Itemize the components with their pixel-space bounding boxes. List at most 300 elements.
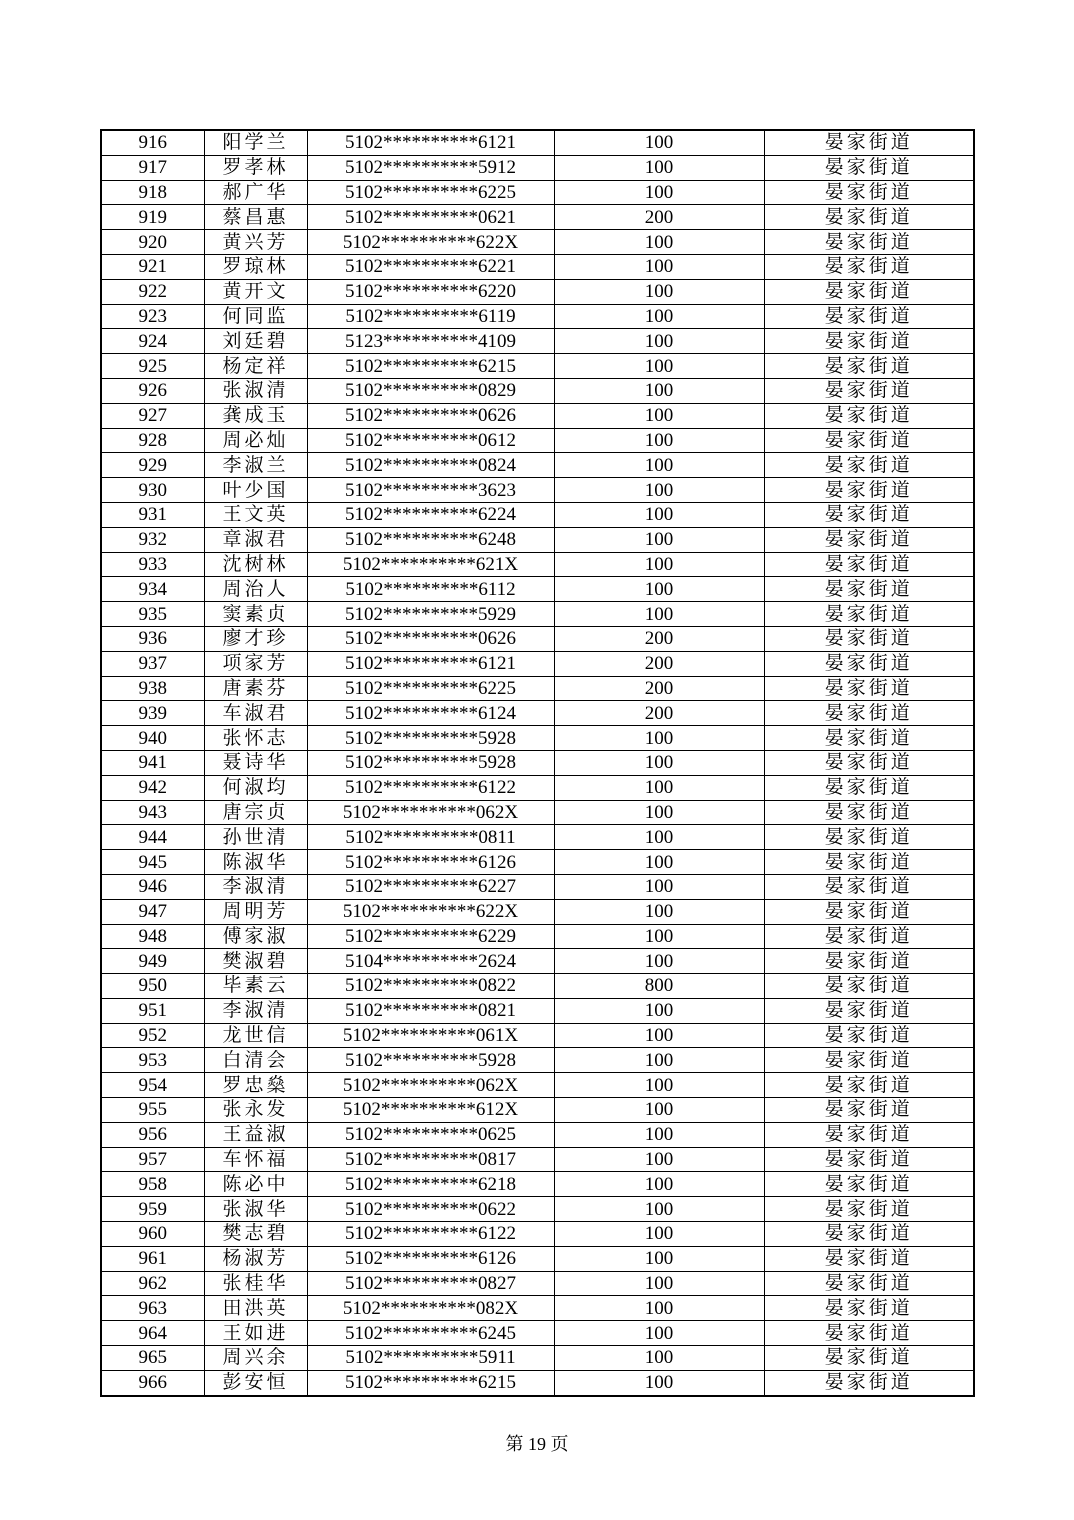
page-number: 第 19 页 [505, 1434, 569, 1454]
table-row [101, 1246, 974, 1271]
name-cell: 李淑清 [204, 998, 307, 1023]
name-cell: 唐宗贞 [204, 800, 307, 825]
table-row [101, 899, 974, 924]
name-cell: 张淑清 [204, 378, 307, 403]
table-row [101, 1023, 974, 1048]
row-number-cell: 938 [101, 676, 204, 701]
amount-cell: 100 [554, 899, 764, 924]
street-cell: 晏家街道 [764, 502, 974, 527]
amount-cell: 100 [554, 726, 764, 751]
id-number-cell: 5102**********5911 [307, 1346, 554, 1371]
id-number-cell: 5102**********0621 [307, 205, 554, 230]
street-cell: 晏家街道 [764, 626, 974, 651]
row-number-cell: 966 [101, 1370, 204, 1395]
amount-cell: 100 [554, 279, 764, 304]
id-number-cell: 5102**********6121 [307, 130, 554, 155]
id-number-cell: 5102**********6248 [307, 527, 554, 552]
street-cell: 晏家街道 [764, 1197, 974, 1222]
street-cell: 晏家街道 [764, 230, 974, 255]
street-cell: 晏家街道 [764, 651, 974, 676]
id-number-cell: 5102**********0612 [307, 428, 554, 453]
row-number-cell: 929 [101, 453, 204, 478]
amount-cell: 100 [554, 577, 764, 602]
street-cell: 晏家街道 [764, 949, 974, 974]
table-row [101, 478, 974, 503]
row-number-cell: 945 [101, 850, 204, 875]
id-number-cell: 5102**********621X [307, 552, 554, 577]
id-number-cell: 5102**********3623 [307, 478, 554, 503]
table-row [101, 378, 974, 403]
amount-cell: 100 [554, 155, 764, 180]
street-cell: 晏家街道 [764, 1122, 974, 1147]
name-cell: 王如进 [204, 1321, 307, 1346]
id-number-cell: 5123**********4109 [307, 329, 554, 354]
row-number-cell: 960 [101, 1222, 204, 1247]
name-cell: 何淑均 [204, 775, 307, 800]
name-cell: 杨定祥 [204, 354, 307, 379]
id-number-cell: 5102**********5928 [307, 750, 554, 775]
id-number-cell: 5102**********5912 [307, 155, 554, 180]
street-cell: 晏家街道 [764, 750, 974, 775]
amount-cell: 100 [554, 180, 764, 205]
table-row [101, 230, 974, 255]
name-cell: 李淑兰 [204, 453, 307, 478]
row-number-cell: 956 [101, 1122, 204, 1147]
street-cell: 晏家街道 [764, 354, 974, 379]
amount-cell: 200 [554, 626, 764, 651]
table-row [101, 329, 974, 354]
street-cell: 晏家街道 [764, 1098, 974, 1123]
name-cell: 黄兴芳 [204, 230, 307, 255]
street-cell: 晏家街道 [764, 453, 974, 478]
amount-cell: 100 [554, 800, 764, 825]
id-number-cell: 5102**********6221 [307, 254, 554, 279]
row-number-cell: 918 [101, 180, 204, 205]
table-body [101, 130, 974, 1396]
table-row [101, 527, 974, 552]
amount-cell: 100 [554, 329, 764, 354]
row-number-cell: 963 [101, 1296, 204, 1321]
table-row [101, 949, 974, 974]
row-number-cell: 930 [101, 478, 204, 503]
name-cell: 周必灿 [204, 428, 307, 453]
row-number-cell: 954 [101, 1073, 204, 1098]
id-number-cell: 5102**********0829 [307, 378, 554, 403]
table-row [101, 998, 974, 1023]
name-cell: 车淑君 [204, 701, 307, 726]
name-cell: 龙世信 [204, 1023, 307, 1048]
row-number-cell: 934 [101, 577, 204, 602]
id-number-cell: 5102**********0626 [307, 403, 554, 428]
name-cell: 黄开文 [204, 279, 307, 304]
id-number-cell: 5102**********0822 [307, 974, 554, 999]
street-cell: 晏家街道 [764, 998, 974, 1023]
amount-cell: 100 [554, 502, 764, 527]
row-number-cell: 916 [101, 130, 204, 155]
row-number-cell: 940 [101, 726, 204, 751]
name-cell: 田洪英 [204, 1296, 307, 1321]
amount-cell: 100 [554, 1321, 764, 1346]
id-number-cell: 5102**********0824 [307, 453, 554, 478]
table-row [101, 180, 974, 205]
street-cell: 晏家街道 [764, 1296, 974, 1321]
row-number-cell: 920 [101, 230, 204, 255]
data-table-container [100, 129, 973, 1397]
table-row [101, 155, 974, 180]
street-cell: 晏家街道 [764, 1147, 974, 1172]
street-cell: 晏家街道 [764, 676, 974, 701]
id-number-cell: 5102**********0821 [307, 998, 554, 1023]
row-number-cell: 953 [101, 1048, 204, 1073]
row-number-cell: 931 [101, 502, 204, 527]
table-row [101, 1271, 974, 1296]
id-number-cell: 5102**********6225 [307, 676, 554, 701]
name-cell: 项家芳 [204, 651, 307, 676]
row-number-cell: 917 [101, 155, 204, 180]
name-cell: 罗琼林 [204, 254, 307, 279]
street-cell: 晏家街道 [764, 1271, 974, 1296]
amount-cell: 200 [554, 205, 764, 230]
amount-cell: 100 [554, 354, 764, 379]
street-cell: 晏家街道 [764, 329, 974, 354]
name-cell: 白清会 [204, 1048, 307, 1073]
name-cell: 蔡昌惠 [204, 205, 307, 230]
amount-cell: 100 [554, 1048, 764, 1073]
id-number-cell: 5102**********622X [307, 899, 554, 924]
street-cell: 晏家街道 [764, 428, 974, 453]
table-row [101, 1147, 974, 1172]
table-row [101, 1222, 974, 1247]
amount-cell: 100 [554, 453, 764, 478]
row-number-cell: 961 [101, 1246, 204, 1271]
row-number-cell: 926 [101, 378, 204, 403]
amount-cell: 100 [554, 924, 764, 949]
id-number-cell: 5102**********062X [307, 1073, 554, 1098]
table-row [101, 750, 974, 775]
table-row [101, 874, 974, 899]
id-number-cell: 5102**********5928 [307, 726, 554, 751]
name-cell: 杨淑芳 [204, 1246, 307, 1271]
amount-cell: 100 [554, 1271, 764, 1296]
table-row [101, 1346, 974, 1371]
amount-cell: 100 [554, 949, 764, 974]
id-number-cell: 5102**********612X [307, 1098, 554, 1123]
street-cell: 晏家街道 [764, 155, 974, 180]
amount-cell: 100 [554, 478, 764, 503]
row-number-cell: 927 [101, 403, 204, 428]
table-row [101, 279, 974, 304]
table-row [101, 1073, 974, 1098]
row-number-cell: 944 [101, 825, 204, 850]
row-number-cell: 948 [101, 924, 204, 949]
id-number-cell: 5102**********6121 [307, 651, 554, 676]
street-cell: 晏家街道 [764, 602, 974, 627]
table-row [101, 1370, 974, 1395]
name-cell: 樊志碧 [204, 1222, 307, 1247]
row-number-cell: 932 [101, 527, 204, 552]
amount-cell: 100 [554, 130, 764, 155]
street-cell: 晏家街道 [764, 254, 974, 279]
street-cell: 晏家街道 [764, 378, 974, 403]
table-row [101, 428, 974, 453]
table-row [101, 1321, 974, 1346]
street-cell: 晏家街道 [764, 552, 974, 577]
name-cell: 张怀志 [204, 726, 307, 751]
row-number-cell: 959 [101, 1197, 204, 1222]
row-number-cell: 958 [101, 1172, 204, 1197]
amount-cell: 100 [554, 1222, 764, 1247]
name-cell: 龚成玉 [204, 403, 307, 428]
table-row [101, 850, 974, 875]
id-number-cell: 5102**********6225 [307, 180, 554, 205]
table-row [101, 1296, 974, 1321]
row-number-cell: 965 [101, 1346, 204, 1371]
row-number-cell: 919 [101, 205, 204, 230]
amount-cell: 100 [554, 1023, 764, 1048]
row-number-cell: 955 [101, 1098, 204, 1123]
table-row [101, 453, 974, 478]
id-number-cell: 5102**********0811 [307, 825, 554, 850]
row-number-cell: 924 [101, 329, 204, 354]
id-number-cell: 5102**********6215 [307, 354, 554, 379]
id-number-cell: 5102**********062X [307, 800, 554, 825]
name-cell: 郝广华 [204, 180, 307, 205]
id-number-cell: 5102**********6227 [307, 874, 554, 899]
id-number-cell: 5102**********6215 [307, 1370, 554, 1395]
row-number-cell: 936 [101, 626, 204, 651]
street-cell: 晏家街道 [764, 874, 974, 899]
id-number-cell: 5102**********6126 [307, 1246, 554, 1271]
id-number-cell: 5102**********6245 [307, 1321, 554, 1346]
street-cell: 晏家街道 [764, 974, 974, 999]
id-number-cell: 5102**********6119 [307, 304, 554, 329]
amount-cell: 800 [554, 974, 764, 999]
row-number-cell: 935 [101, 602, 204, 627]
amount-cell: 100 [554, 552, 764, 577]
street-cell: 晏家街道 [764, 1048, 974, 1073]
row-number-cell: 951 [101, 998, 204, 1023]
street-cell: 晏家街道 [764, 1370, 974, 1395]
table-row [101, 676, 974, 701]
name-cell: 王文英 [204, 502, 307, 527]
amount-cell: 100 [554, 750, 764, 775]
street-cell: 晏家街道 [764, 1023, 974, 1048]
name-cell: 李淑清 [204, 874, 307, 899]
id-number-cell: 5102**********6220 [307, 279, 554, 304]
street-cell: 晏家街道 [764, 1073, 974, 1098]
street-cell: 晏家街道 [764, 1346, 974, 1371]
row-number-cell: 933 [101, 552, 204, 577]
table-row [101, 775, 974, 800]
id-number-cell: 5102**********0622 [307, 1197, 554, 1222]
id-number-cell: 5102**********0625 [307, 1122, 554, 1147]
id-number-cell: 5102**********6126 [307, 850, 554, 875]
table-row [101, 205, 974, 230]
row-number-cell: 946 [101, 874, 204, 899]
table-row [101, 825, 974, 850]
name-cell: 彭安恒 [204, 1370, 307, 1395]
row-number-cell: 957 [101, 1147, 204, 1172]
row-number-cell: 950 [101, 974, 204, 999]
id-number-cell: 5102**********061X [307, 1023, 554, 1048]
table-row [101, 651, 974, 676]
amount-cell: 100 [554, 1122, 764, 1147]
row-number-cell: 928 [101, 428, 204, 453]
name-cell: 沈树林 [204, 552, 307, 577]
id-number-cell: 5102**********6122 [307, 1222, 554, 1247]
street-cell: 晏家街道 [764, 180, 974, 205]
id-number-cell: 5102**********5928 [307, 1048, 554, 1073]
table-row [101, 403, 974, 428]
id-number-cell: 5102**********6224 [307, 502, 554, 527]
street-cell: 晏家街道 [764, 1321, 974, 1346]
table-row [101, 800, 974, 825]
table-row [101, 1197, 974, 1222]
amount-cell: 100 [554, 378, 764, 403]
name-cell: 周治人 [204, 577, 307, 602]
amount-cell: 100 [554, 1172, 764, 1197]
name-cell: 孙世清 [204, 825, 307, 850]
street-cell: 晏家街道 [764, 205, 974, 230]
amount-cell: 100 [554, 1346, 764, 1371]
street-cell: 晏家街道 [764, 775, 974, 800]
row-number-cell: 922 [101, 279, 204, 304]
id-number-cell: 5102**********6229 [307, 924, 554, 949]
row-number-cell: 949 [101, 949, 204, 974]
street-cell: 晏家街道 [764, 403, 974, 428]
row-number-cell: 921 [101, 254, 204, 279]
row-number-cell: 925 [101, 354, 204, 379]
amount-cell: 100 [554, 775, 764, 800]
id-number-cell: 5102**********082X [307, 1296, 554, 1321]
name-cell: 罗忠燊 [204, 1073, 307, 1098]
amount-cell: 100 [554, 254, 764, 279]
name-cell: 王益淑 [204, 1122, 307, 1147]
street-cell: 晏家街道 [764, 304, 974, 329]
id-number-cell: 5102**********6122 [307, 775, 554, 800]
street-cell: 晏家街道 [764, 899, 974, 924]
row-number-cell: 947 [101, 899, 204, 924]
name-cell: 樊淑碧 [204, 949, 307, 974]
row-number-cell: 952 [101, 1023, 204, 1048]
table-row [101, 602, 974, 627]
street-cell: 晏家街道 [764, 850, 974, 875]
table-row [101, 626, 974, 651]
street-cell: 晏家街道 [764, 726, 974, 751]
table-row [101, 354, 974, 379]
street-cell: 晏家街道 [764, 279, 974, 304]
table-row [101, 974, 974, 999]
name-cell: 罗孝林 [204, 155, 307, 180]
amount-cell: 100 [554, 825, 764, 850]
row-number-cell: 964 [101, 1321, 204, 1346]
amount-cell: 200 [554, 701, 764, 726]
id-number-cell: 5102**********6218 [307, 1172, 554, 1197]
amount-cell: 100 [554, 1073, 764, 1098]
table-row [101, 701, 974, 726]
table-row [101, 1122, 974, 1147]
table-row [101, 577, 974, 602]
amount-cell: 100 [554, 403, 764, 428]
name-cell: 周明芳 [204, 899, 307, 924]
street-cell: 晏家街道 [764, 924, 974, 949]
name-cell: 唐素芬 [204, 676, 307, 701]
amount-cell: 100 [554, 1246, 764, 1271]
table-row [101, 552, 974, 577]
id-number-cell: 5102**********0817 [307, 1147, 554, 1172]
table-row [101, 304, 974, 329]
name-cell: 张淑华 [204, 1197, 307, 1222]
id-number-cell: 5102**********0827 [307, 1271, 554, 1296]
id-number-cell: 5102**********6112 [307, 577, 554, 602]
name-cell: 陈必中 [204, 1172, 307, 1197]
name-cell: 周兴余 [204, 1346, 307, 1371]
street-cell: 晏家街道 [764, 1172, 974, 1197]
amount-cell: 100 [554, 1147, 764, 1172]
name-cell: 聂诗华 [204, 750, 307, 775]
name-cell: 叶少国 [204, 478, 307, 503]
row-number-cell: 923 [101, 304, 204, 329]
table-row [101, 1172, 974, 1197]
name-cell: 窦素贞 [204, 602, 307, 627]
row-number-cell: 937 [101, 651, 204, 676]
name-cell: 张永发 [204, 1098, 307, 1123]
row-number-cell: 939 [101, 701, 204, 726]
name-cell: 陈淑华 [204, 850, 307, 875]
amount-cell: 100 [554, 1098, 764, 1123]
amount-cell: 100 [554, 998, 764, 1023]
street-cell: 晏家街道 [764, 825, 974, 850]
table-row [101, 1048, 974, 1073]
street-cell: 晏家街道 [764, 1222, 974, 1247]
id-number-cell: 5102**********622X [307, 230, 554, 255]
amount-cell: 100 [554, 874, 764, 899]
name-cell: 车怀福 [204, 1147, 307, 1172]
name-cell: 刘廷碧 [204, 329, 307, 354]
street-cell: 晏家街道 [764, 800, 974, 825]
amount-cell: 100 [554, 850, 764, 875]
amount-cell: 200 [554, 676, 764, 701]
name-cell: 张桂华 [204, 1271, 307, 1296]
id-number-cell: 5102**********0626 [307, 626, 554, 651]
street-cell: 晏家街道 [764, 130, 974, 155]
row-number-cell: 943 [101, 800, 204, 825]
street-cell: 晏家街道 [764, 577, 974, 602]
table-row [101, 1098, 974, 1123]
amount-cell: 100 [554, 1197, 764, 1222]
row-number-cell: 942 [101, 775, 204, 800]
table-row [101, 502, 974, 527]
name-cell: 毕素云 [204, 974, 307, 999]
row-number-cell: 962 [101, 1271, 204, 1296]
table-row [101, 726, 974, 751]
amount-cell: 100 [554, 1370, 764, 1395]
name-cell: 傅家淑 [204, 924, 307, 949]
street-cell: 晏家街道 [764, 701, 974, 726]
table-row [101, 254, 974, 279]
name-cell: 阳学兰 [204, 130, 307, 155]
street-cell: 晏家街道 [764, 1246, 974, 1271]
amount-cell: 100 [554, 602, 764, 627]
street-cell: 晏家街道 [764, 478, 974, 503]
id-number-cell: 5104**********2624 [307, 949, 554, 974]
id-number-cell: 5102**********5929 [307, 602, 554, 627]
name-cell: 何同监 [204, 304, 307, 329]
amount-cell: 100 [554, 230, 764, 255]
subsidy-list-table [100, 129, 975, 1397]
id-number-cell: 5102**********6124 [307, 701, 554, 726]
name-cell: 章淑君 [204, 527, 307, 552]
